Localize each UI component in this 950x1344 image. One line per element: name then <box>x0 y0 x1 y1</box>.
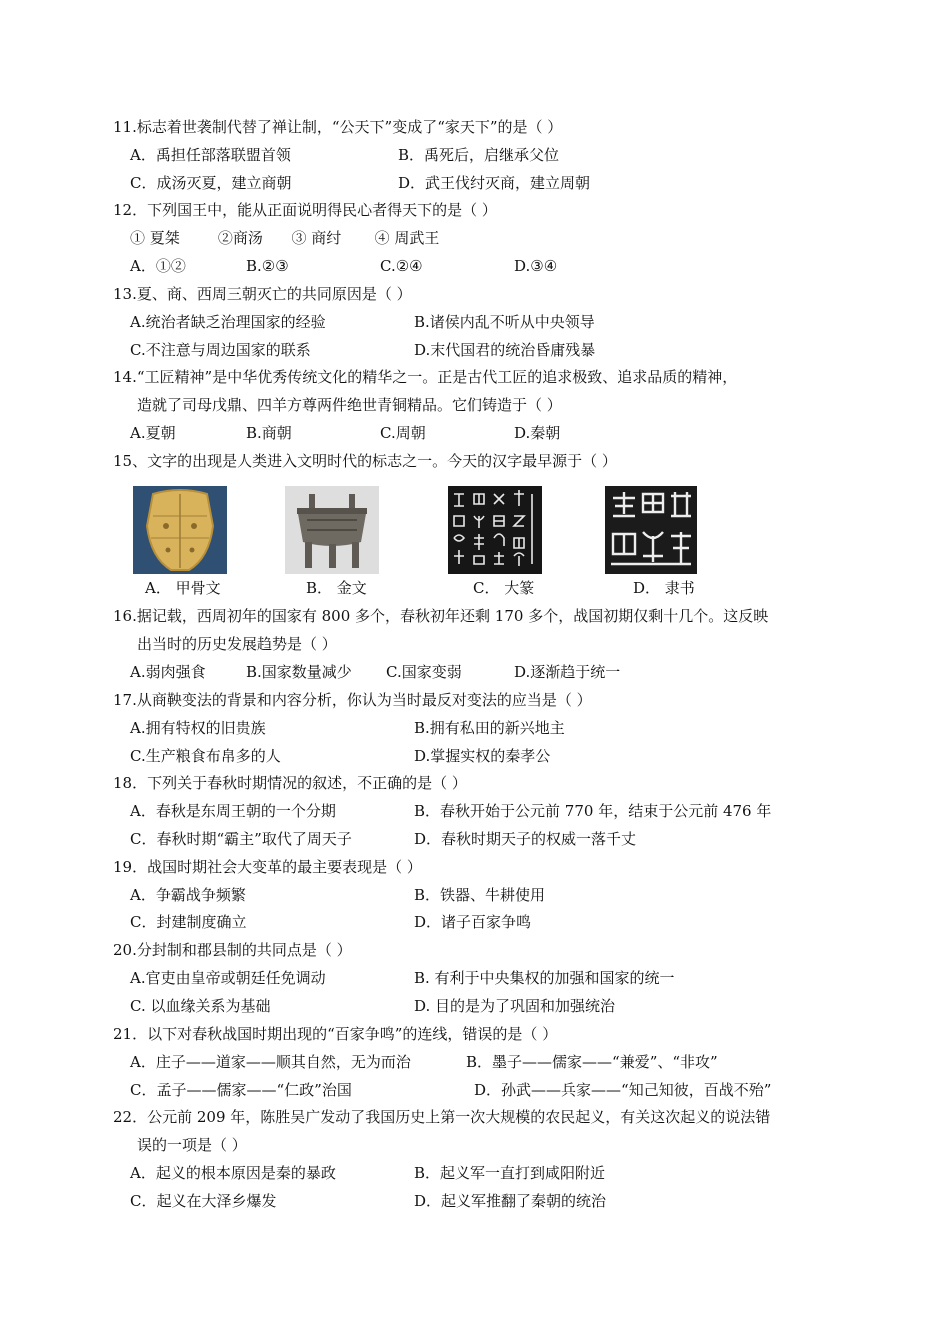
question-13-option-c: C.不注意与周边国家的联系 <box>130 341 311 359</box>
question-22-option-c: C．起义在大泽乡爆发 <box>130 1192 277 1210</box>
question-21-option-c: C．孟子——儒家——“仁政”治国 <box>130 1081 352 1099</box>
question-15-option-d: D． 隶书 <box>633 579 695 597</box>
question-17-option-b: B.拥有私田的新兴地主 <box>414 719 565 737</box>
question-22-option-a: A．起义的根本原因是秦的暴政 <box>130 1164 336 1182</box>
question-14-option-b: B.商朝 <box>246 424 292 442</box>
question-18-option-c: C．春秋时期“霸主”取代了周天子 <box>130 830 352 848</box>
question-12-stem: 12．下列国王中，能从正面说明得民心者得天下的是（ ） <box>113 201 497 219</box>
question-17-option-d: D.掌握实权的秦孝公 <box>414 747 551 765</box>
question-15-stem: 15、文字的出现是人类进入文明时代的标志之一。今天的汉字最早源于（ ） <box>113 452 617 470</box>
question-18-stem: 18．下列关于春秋时期情况的叙述，不正确的是（ ） <box>113 774 467 792</box>
clerical-script-image <box>605 486 697 574</box>
question-15-option-a: A． 甲骨文 <box>145 579 221 597</box>
question-20-option-c: C. 以血缘关系为基础 <box>130 997 271 1015</box>
question-13-stem: 13.夏、商、西周三朝灭亡的共同原因是（ ） <box>113 285 412 303</box>
question-12-items: ① 夏桀 ②商汤 ③ 商纣 ④ 周武王 <box>130 229 440 247</box>
question-14-stem: 14.“工匠精神”是中华优秀传统文化的精华之一。正是古代工匠的追求极致、追求品质的精神， <box>113 368 738 386</box>
question-22-option-b: B．起义军一直打到咸阳附近 <box>414 1164 606 1182</box>
question-20-option-a: A.官吏由皇帝或朝廷任免调动 <box>130 969 326 987</box>
question-20-option-b: B. 有利于中央集权的加强和国家的统一 <box>414 969 675 987</box>
question-16-stem: 16.据记载，西周初年的国家有 800 多个，春秋初年还剩 170 多个，战国初期仅剩十几个。这反映 <box>113 607 769 625</box>
question-11-option-b: B．禹死后，启继承父位 <box>398 146 560 164</box>
seal-script-image <box>448 486 542 574</box>
question-12-option-a: A．①② <box>130 257 186 275</box>
question-22-option-d: D．起义军推翻了秦朝的统治 <box>414 1192 607 1210</box>
question-16-stem-cont: 出当时的历史发展趋势是（ ） <box>137 635 337 653</box>
question-17-stem: 17.从商鞅变法的背景和内容分析，你认为当时最反对变法的应当是（ ） <box>113 691 592 709</box>
question-14-option-a: A.夏朝 <box>130 424 176 442</box>
question-16-option-b: B.国家数量减少 <box>246 663 352 681</box>
question-21-stem: 21．以下对春秋战国时期出现的“百家争鸣”的连线，错误的是（ ） <box>113 1025 558 1043</box>
question-11-option-a: A．禹担任部落联盟首领 <box>130 146 291 164</box>
question-18-option-a: A．春秋是东周王朝的一个分期 <box>130 802 336 820</box>
question-19-option-d: D．诸子百家争鸣 <box>414 913 532 931</box>
question-11-option-d: D．武王伐纣灭商，建立周朝 <box>398 174 591 192</box>
question-17-option-a: A.拥有特权的旧贵族 <box>130 719 266 737</box>
question-13-option-a: A.统治者缺乏治理国家的经验 <box>130 313 326 331</box>
question-13-option-b: B.诸侯内乱不听从中央领导 <box>414 313 595 331</box>
question-18-option-b: B．春秋开始于公元前 770 年，结束于公元前 476 年 <box>414 802 772 820</box>
question-19-option-a: A．争霸战争频繁 <box>130 886 246 904</box>
question-12-option-b: B.②③ <box>246 257 289 275</box>
question-14-stem-cont: 造就了司母戊鼎、四羊方尊两件绝世青铜精品。它们铸造于（ ） <box>137 396 562 414</box>
question-12-option-d: D.③④ <box>514 257 558 275</box>
question-19-option-b: B．铁器、牛耕使用 <box>414 886 546 904</box>
question-15-option-b: B． 金文 <box>306 579 367 597</box>
question-15-option-c: C． 大篆 <box>473 579 535 597</box>
question-21-option-b: B．墨子——儒家——“兼爱”、“非攻” <box>466 1053 718 1071</box>
bronze-ding-image <box>285 486 379 574</box>
question-11-option-c: C．成汤灭夏，建立商朝 <box>130 174 292 192</box>
oracle-bone-image <box>133 486 227 574</box>
question-16-option-a: A.弱肉强食 <box>130 663 206 681</box>
question-21-option-d: D．孙武——兵家——“知己知彼，百战不殆” <box>474 1081 772 1099</box>
question-11-stem: 11.标志着世袭制代替了禅让制，“公天下”变成了“家天下”的是（ ） <box>113 118 563 136</box>
question-19-option-c: C．封建制度确立 <box>130 913 247 931</box>
question-22-stem: 22．公元前 209 年，陈胜吴广发动了我国历史上第一次大规模的农民起义，有关这次起义的说法错 <box>113 1108 771 1126</box>
question-14-option-d: D.秦朝 <box>514 424 561 442</box>
question-13-option-d: D.末代国君的统治昏庸残暴 <box>414 341 596 359</box>
question-21-option-a: A．庄子——道家——顺其自然，无为而治 <box>130 1053 411 1071</box>
question-18-option-d: D．春秋时期天子的权威一落千丈 <box>414 830 637 848</box>
question-17-option-c: C.生产粮食布帛多的人 <box>130 747 281 765</box>
question-19-stem: 19．战国时期社会大变革的最主要表现是（ ） <box>113 858 422 876</box>
question-16-option-c: C.国家变弱 <box>386 663 462 681</box>
question-20-option-d: D. 目的是为了巩固和加强统治 <box>414 997 616 1015</box>
question-22-stem-cont: 误的一项是（ ） <box>137 1136 247 1154</box>
question-20-stem: 20.分封制和郡县制的共同点是（ ） <box>113 941 352 959</box>
question-16-option-d: D.逐渐趋于统一 <box>514 663 621 681</box>
question-12-option-c: C.②④ <box>380 257 423 275</box>
question-14-option-c: C.周朝 <box>380 424 426 442</box>
